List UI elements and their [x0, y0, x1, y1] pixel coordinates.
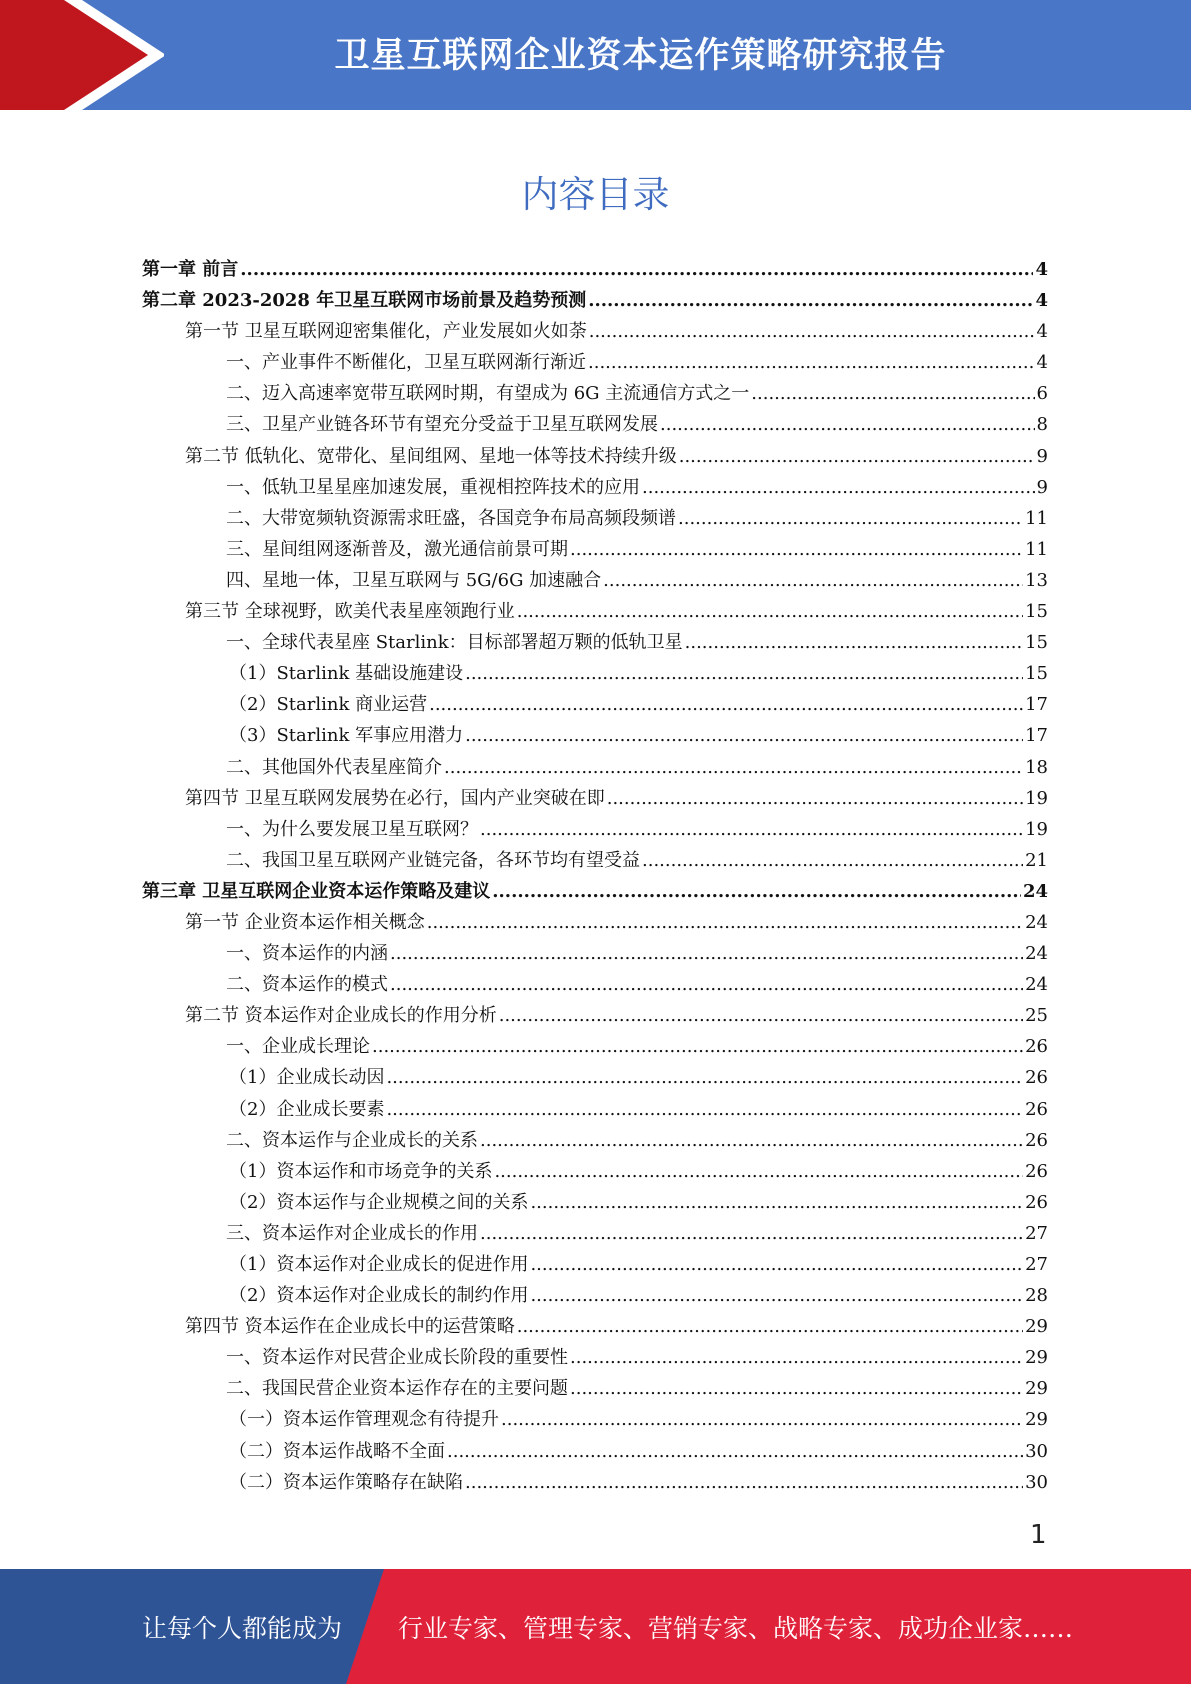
toc-leader-dots [386, 1094, 1023, 1125]
toc-leader-dots [530, 1280, 1023, 1311]
toc-entry-label: 第二节 资本运作对企业成长的作用分析 [185, 1005, 497, 1027]
toc-entry[interactable] [142, 752, 1048, 783]
toc-entry[interactable] [142, 720, 1048, 751]
toc-entry[interactable] [142, 378, 1048, 409]
toc-entry-label: 四、星地一体，卫星互联网与 5G/6G 加速融合 [226, 569, 602, 591]
toc-entry-label: 第一章 前言 [142, 259, 239, 280]
toc-entry[interactable] [142, 627, 1048, 658]
toc-entry-page: 17 [1025, 694, 1048, 716]
toc-entry-page: 19 [1025, 787, 1048, 809]
toc-entry-label: （二）资本运作战略不全面 [229, 1440, 445, 1462]
toc-leader-dots [642, 845, 1023, 876]
toc-entry-label: 三、卫星产业链各环节有望充分受益于卫星互联网发展 [226, 414, 658, 436]
toc-leader-dots [465, 1467, 1023, 1498]
toc-entry[interactable] [142, 1467, 1048, 1498]
toc-entry[interactable] [142, 876, 1048, 907]
footer-tagline: 让每个人都能成为 [142, 1614, 343, 1643]
toc-entry[interactable] [142, 534, 1048, 565]
toc-entry-page: 8 [1036, 414, 1048, 436]
toc-entry-label: （1）资本运作对企业成长的促进作用 [229, 1254, 529, 1275]
toc-entry[interactable] [142, 503, 1048, 534]
toc-leader-dots [603, 565, 1023, 596]
toc-entry-label: （2）资本运作与企业规模之间的关系 [229, 1191, 529, 1213]
toc-entry-label: 三、资本运作对企业成长的作用 [226, 1222, 478, 1244]
toc-entry-page: 11 [1025, 538, 1048, 560]
toc-entry-page: 26 [1025, 1036, 1048, 1058]
toc-entry[interactable] [142, 1156, 1048, 1187]
toc-entry-page: 15 [1025, 601, 1048, 623]
toc-entry[interactable] [142, 441, 1048, 472]
toc-entry-page: 9 [1036, 445, 1048, 467]
toc-entry[interactable] [142, 285, 1048, 316]
toc-leader-dots [480, 1218, 1023, 1249]
toc-leader-dots [372, 1031, 1023, 1062]
toc-leader-dots [465, 720, 1023, 751]
toc-entry-label: （二）资本运作策略存在缺陷 [229, 1471, 463, 1493]
toc-entry-label: 第四节 卫星互联网发展势在必行，国内产业突破在即 [185, 787, 605, 809]
toc-leader-dots [570, 1342, 1023, 1373]
toc-entry-page: 30 [1025, 1471, 1048, 1493]
toc-leader-dots [570, 534, 1023, 565]
toc-leader-dots [589, 316, 1035, 347]
toc-entry[interactable] [142, 565, 1048, 596]
toc-entry[interactable] [142, 1373, 1048, 1404]
toc-leader-dots [499, 1000, 1023, 1031]
toc-entry[interactable] [142, 1249, 1048, 1280]
toc-entry[interactable] [142, 1311, 1048, 1342]
toc-entry[interactable] [142, 814, 1048, 845]
toc-entry-page: 24 [1025, 911, 1048, 933]
toc-entry-page: 21 [1025, 849, 1048, 871]
toc-entry-page: 26 [1025, 1098, 1048, 1120]
toc-entry-page: 24 [1025, 943, 1048, 965]
toc-entry[interactable] [142, 1342, 1048, 1373]
toc-entry-label: 第三章 卫星互联网企业资本运作策略及建议 [142, 880, 491, 902]
toc-entry-page: 17 [1025, 725, 1048, 747]
toc-entry[interactable] [142, 596, 1048, 627]
toc-entry[interactable] [142, 1187, 1048, 1218]
toc-leader-dots [530, 1187, 1023, 1218]
toc-entry-label: 一、低轨卫星星座加速发展，重视相控阵技术的应用 [226, 476, 640, 498]
toc-entry[interactable] [142, 783, 1048, 814]
toc-leader-dots [685, 627, 1023, 658]
toc-entry[interactable] [142, 1404, 1048, 1435]
toc-leader-dots [429, 689, 1023, 720]
header-red-arrow [0, 0, 150, 110]
toc-entry[interactable] [142, 254, 1048, 285]
toc-entry[interactable] [142, 316, 1048, 347]
toc-entry-label: （3）Starlink 军事应用潜力 [229, 725, 464, 747]
toc-leader-dots [678, 503, 1023, 534]
toc-entry-page: 19 [1025, 818, 1048, 840]
toc-entry-label: （2）Starlink 商业运营 [229, 694, 428, 716]
toc-entry[interactable] [142, 1000, 1048, 1031]
toc-entry[interactable] [142, 409, 1048, 440]
toc-entry-label: 二、资本运作的模式 [226, 974, 388, 996]
toc-entry-page: 24 [1022, 880, 1048, 902]
toc-entry-page: 29 [1025, 1347, 1048, 1369]
toc-leader-dots [530, 1249, 1023, 1280]
toc-entry[interactable] [142, 1280, 1048, 1311]
toc-entry-label: 一、资本运作对民营企业成长阶段的重要性 [226, 1347, 568, 1369]
toc-entry-page: 11 [1025, 507, 1048, 529]
toc-entry-label: 第二节 低轨化、宽带化、星间组网、星地一体等技术持续升级 [185, 445, 677, 467]
toc-leader-dots [588, 285, 1033, 316]
toc-entry-label: 第四节 资本运作在企业成长中的运营策略 [185, 1316, 515, 1338]
toc-entry-label: （2）资本运作对企业成长的制约作用 [229, 1285, 529, 1307]
toc-leader-dots [751, 378, 1034, 409]
toc-entry-label: 第二章 2023-2028 年卫星互联网市场前景及趋势预测 [142, 290, 587, 312]
toc-leader-dots [501, 1404, 1023, 1435]
toc-entry-page: 18 [1025, 756, 1048, 778]
toc-leader-dots [480, 1125, 1023, 1156]
toc-leader-dots [492, 876, 1021, 907]
toc-leader-dots [660, 409, 1035, 440]
toc-leader-dots [240, 254, 1033, 285]
toc-entry[interactable] [142, 907, 1048, 938]
toc-entry-page: 27 [1025, 1254, 1048, 1275]
toc-entry-page: 26 [1025, 1129, 1048, 1151]
toc-entry[interactable] [142, 1218, 1048, 1249]
toc-leader-dots [570, 1373, 1023, 1404]
toc-entry-page: 26 [1025, 1067, 1048, 1089]
toc-entry[interactable] [142, 1125, 1048, 1156]
toc-entry-page: 28 [1025, 1285, 1048, 1307]
toc-entry-label: 一、企业成长理论 [226, 1036, 370, 1058]
toc-entry-label: 一、资本运作的内涵 [226, 943, 388, 965]
toc-entry-page: 4 [1036, 352, 1048, 374]
toc-entry-page: 4 [1035, 290, 1048, 312]
toc-entry-label: （1）企业成长动因 [229, 1067, 385, 1089]
toc-entry[interactable] [142, 1031, 1048, 1062]
toc-entry-label: （1）资本运作和市场竞争的关系 [229, 1160, 493, 1182]
page-number: 1 [1030, 1520, 1047, 1550]
toc-entry-label: （1）Starlink 基础设施建设 [229, 663, 464, 685]
toc-leader-dots [427, 907, 1023, 938]
toc-entry-label: 一、全球代表星座 Starlink：目标部署超万颗的低轨卫星 [226, 632, 683, 654]
toc-entry-page: 15 [1025, 632, 1048, 654]
toc-entry-page: 24 [1025, 974, 1048, 996]
toc-entry-page: 4 [1036, 321, 1048, 343]
toc-leader-dots [494, 1156, 1023, 1187]
toc-leader-dots [607, 783, 1023, 814]
toc-entry-page: 6 [1036, 383, 1048, 405]
toc-leader-dots [679, 441, 1035, 472]
page-header [0, 0, 1191, 110]
toc-entry-label: 一、产业事件不断催化，卫星互联网渐行渐近 [226, 352, 586, 374]
toc-leader-dots [588, 347, 1035, 378]
toc-entry[interactable] [142, 658, 1048, 689]
toc-entry-label: 第一节 卫星互联网迎密集催化，产业发展如火如荼 [185, 321, 587, 343]
footer-roles: 行业专家、管理专家、营销专家、战略专家、成功企业家…… [398, 1614, 1074, 1643]
toc-entry[interactable] [142, 347, 1048, 378]
toc-entry-page: 4 [1035, 259, 1048, 280]
toc-leader-dots [480, 814, 1023, 845]
toc-entry-label: 三、星间组网逐渐普及，激光通信前景可期 [226, 538, 568, 560]
toc-entry-label: 二、我国民营企业资本运作存在的主要问题 [226, 1378, 568, 1400]
toc-leader-dots [444, 752, 1023, 783]
toc-entry-label: 二、其他国外代表星座简介 [226, 756, 442, 778]
toc-entry-label: （一）资本运作管理观念有待提升 [229, 1409, 499, 1431]
toc-leader-dots [386, 1062, 1023, 1093]
report-title: 卫星互联网企业资本运作策略研究报告 [334, 36, 947, 76]
toc-entry[interactable] [142, 938, 1048, 969]
toc-entry-page: 15 [1025, 663, 1048, 685]
toc-entry-page: 13 [1025, 569, 1048, 591]
toc-entry-label: 二、资本运作与企业成长的关系 [226, 1129, 478, 1151]
toc-entry-label: （2）企业成长要素 [229, 1098, 385, 1120]
toc-leader-dots [447, 1436, 1023, 1467]
toc-entry-page: 30 [1025, 1440, 1048, 1462]
toc-entry-page: 29 [1025, 1409, 1048, 1431]
toc-entry-page: 29 [1025, 1378, 1048, 1400]
toc-entry[interactable] [142, 689, 1048, 720]
toc-entry-label: 二、迈入高速率宽带互联网时期，有望成为 6G 主流通信方式之一 [226, 383, 750, 405]
toc-entry-page: 29 [1025, 1316, 1048, 1338]
toc-entry-page: 9 [1036, 476, 1048, 498]
toc-entry[interactable] [142, 1094, 1048, 1125]
toc-entry-label: 二、大带宽频轨资源需求旺盛，各国竞争布局高频段频谱 [226, 507, 676, 529]
toc-leader-dots [465, 658, 1023, 689]
toc-entry-label: 第三节 全球视野，欧美代表星座领跑行业 [185, 601, 515, 623]
table-of-contents [142, 254, 1048, 1498]
toc-leader-dots [642, 472, 1035, 503]
toc-entry[interactable] [142, 845, 1048, 876]
toc-entry-page: 26 [1025, 1160, 1048, 1182]
toc-title: 内容目录 [521, 173, 670, 216]
toc-leader-dots [517, 596, 1023, 627]
toc-entry-page: 25 [1025, 1005, 1048, 1027]
toc-leader-dots [390, 969, 1023, 1000]
toc-leader-dots [390, 938, 1023, 969]
toc-entry-label: 第一节 企业资本运作相关概念 [185, 911, 425, 933]
toc-entry-page: 27 [1025, 1222, 1048, 1244]
toc-entry-label: 一、为什么要发展卫星互联网？ [226, 818, 478, 840]
toc-entry[interactable] [142, 969, 1048, 1000]
toc-entry-page: 26 [1025, 1191, 1048, 1213]
toc-entry-label: 二、我国卫星互联网产业链完备，各环节均有望受益 [226, 849, 640, 871]
toc-leader-dots [517, 1311, 1023, 1342]
toc-entry[interactable] [142, 1062, 1048, 1093]
toc-entry[interactable] [142, 472, 1048, 503]
page-footer [0, 1569, 1191, 1684]
toc-entry[interactable] [142, 1436, 1048, 1467]
